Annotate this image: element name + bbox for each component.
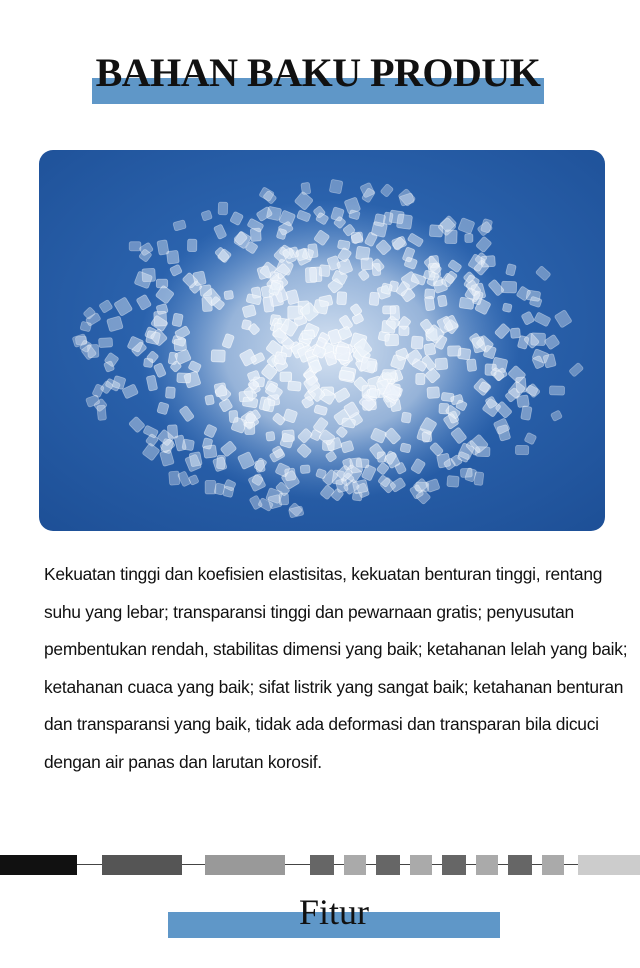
divider-segment (542, 855, 564, 875)
pellet (465, 234, 473, 243)
pellet (385, 334, 399, 346)
pellet (143, 358, 153, 367)
pellet (515, 445, 528, 454)
pellet (270, 272, 279, 282)
pellet (350, 457, 363, 473)
divider-segment (0, 855, 77, 875)
pellet (274, 351, 287, 364)
pellet (329, 179, 343, 194)
pellet (214, 483, 225, 495)
pellet (300, 465, 310, 474)
pellet (381, 283, 393, 295)
pellet (390, 305, 400, 320)
pellet (99, 338, 113, 348)
pellet (467, 359, 477, 372)
pellet (255, 460, 266, 473)
pellet (308, 244, 319, 258)
section-title-block (168, 890, 500, 950)
pellet (437, 295, 447, 307)
pellet (447, 476, 459, 488)
pellet (435, 358, 448, 370)
pellet (448, 346, 461, 356)
pellet (351, 232, 363, 243)
pellet (400, 443, 411, 453)
pellets-illustration (39, 150, 605, 531)
pellet (187, 239, 196, 251)
divider-segment (376, 855, 400, 875)
pellet (424, 343, 436, 356)
pellet (245, 422, 255, 434)
pellet (521, 406, 532, 421)
pellet (262, 398, 275, 412)
divider-segment (442, 855, 466, 875)
divider-segment (476, 855, 498, 875)
pellet (510, 328, 520, 338)
pellet (502, 303, 512, 313)
pellet (305, 267, 316, 282)
product-raw-material-photo (39, 150, 605, 531)
pellet (288, 381, 302, 391)
pellet (224, 290, 234, 299)
pellet (177, 373, 191, 383)
pellet (441, 392, 454, 402)
pellet (424, 296, 435, 311)
pellet (211, 350, 225, 362)
pellet (369, 292, 379, 306)
pellet (268, 494, 282, 509)
pellet (360, 357, 377, 374)
pellet (266, 431, 275, 441)
pellet (165, 387, 175, 399)
pellet (401, 412, 411, 423)
description-paragraph: Kekuatan tinggi dan koefisien elastisitas, kekuatan benturan tinggi, rentang suhu yang lebar; transparansi tinggi dan pewarnaan gratis; penyusutan pembentukan rendah, stabilitas dimensi yang baik; ketahanan lelah yang baik; ketahanan cuaca yang baik; sifat listrik yang sangat baik; ketahanan benturan dan transparansi yang baik, tidak ada deformasi dan transparan bila dicuci dengan air panas dan larutan korosif. (44, 564, 628, 772)
pellet (427, 387, 440, 399)
pellet (280, 372, 292, 381)
pellet (214, 383, 227, 397)
pellet (481, 256, 496, 268)
pellet (97, 405, 107, 420)
pellet (335, 346, 350, 361)
pellet (302, 330, 315, 340)
divider-segment (410, 855, 432, 875)
pellet (383, 212, 393, 225)
pellet (399, 326, 409, 335)
pellet (218, 202, 228, 215)
decorative-divider (0, 852, 640, 878)
divider-segment (578, 855, 640, 875)
pellet (383, 370, 396, 380)
divider-segment (205, 855, 285, 875)
pellet (229, 410, 238, 422)
divider-segment (310, 855, 334, 875)
divider-segment (102, 855, 182, 875)
section-title: Fitur (298, 892, 369, 932)
page-title: BAHAN BAKU PRODUK (95, 50, 541, 95)
pellet (416, 373, 425, 384)
pellet (288, 306, 303, 319)
pellet (193, 271, 207, 286)
pellet (319, 265, 330, 277)
pellet (205, 395, 215, 406)
pellet (526, 290, 541, 302)
pellet (352, 479, 368, 494)
pellet (154, 311, 167, 326)
pellet (550, 386, 565, 395)
pellet (337, 292, 347, 305)
pellet (174, 339, 187, 351)
pellet (142, 268, 156, 282)
pellet (339, 370, 355, 381)
pellet (202, 438, 213, 450)
divider-segment (344, 855, 366, 875)
pellet (146, 330, 161, 344)
pellet (172, 313, 183, 327)
pellet (263, 297, 274, 313)
pellet (396, 214, 412, 230)
pellet (361, 258, 373, 270)
pellet (411, 336, 423, 349)
pellet (129, 242, 141, 251)
pellet (368, 388, 380, 398)
page-title-block (92, 46, 544, 106)
pellet (282, 430, 295, 442)
pellet (157, 240, 169, 256)
divider-segment (508, 855, 532, 875)
pellet (341, 418, 355, 429)
pellet (169, 471, 180, 485)
